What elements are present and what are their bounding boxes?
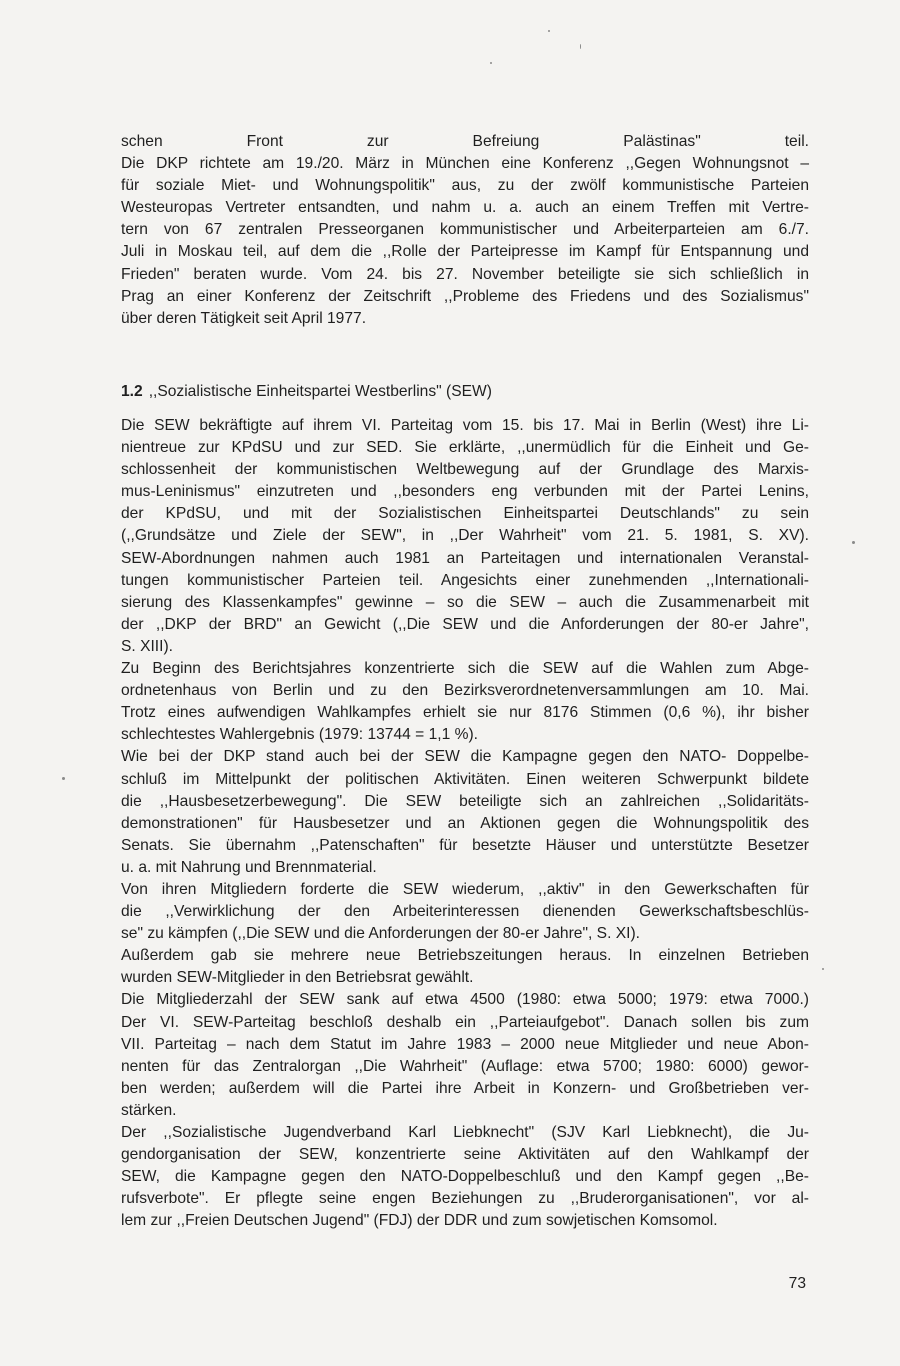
text-line: demonstrationen" für Hausbesetzer und an Aktionen gegen die Wohnungspolitik des <box>121 814 809 832</box>
text-line: u. a. mit Nahrung und Brennmaterial. <box>121 858 377 876</box>
text-line: die ,,Hausbesetzerbewegung". Die SEW beteiligte sich an zahlreichen ,,Solidaritäts- <box>121 792 809 810</box>
text-line: SEW, die Kampagne gegen den NATO-Doppelbeschluß und den Kampf gegen ,,Be- <box>121 1168 809 1186</box>
text-line: schlossenheit der kommunistischen Weltbewegung auf der Grundlage des Marxis- <box>121 461 809 479</box>
text-line: sierung des Klassenkampfes" gewinne – so die SEW – auch die Zusammenarbeit mit <box>121 593 809 611</box>
section-title: ,,Sozialistische Einheitspartei Westberlins" (SEW) <box>148 383 492 400</box>
text-line: Frieden" beraten wurde. Vom 24. bis 27. November beteiligte sie sich schließlich in <box>121 265 809 283</box>
text-line: Die Mitgliederzahl der SEW sank auf etwa 4500 (1980: etwa 5000; 1979: etwa 7000.) <box>121 991 809 1009</box>
text-line: se" zu kämpfen (,,Die SEW und die Anforderungen der 80-er Jahre", S. XI). <box>121 925 640 943</box>
text-line: Der VI. SEW-Parteitag beschloß deshalb ein ,,Parteiaufgebot". Danach sollen bis zum <box>121 1013 809 1031</box>
scan-speck <box>822 968 824 970</box>
scan-speck <box>548 30 550 32</box>
text-line: schluß im Mittelpunkt der politischen Aktivitäten. Einen weiteren Schwerpunkt bildete <box>121 770 809 788</box>
text-line: rufsverbote". Er pflegte seine engen Beziehungen zu ,,Bruderorganisationen", vor al- <box>121 1190 809 1208</box>
scan-speck <box>852 541 855 544</box>
text-line: SEW-Abordnungen nahmen auch 1981 an Parteitagen und internationalen Veranstal- <box>121 549 809 567</box>
text-line: VII. Parteitag – nach dem Statut im Jahre 1983 – 2000 neue Mitglieder und neue Abon- <box>121 1035 809 1053</box>
text-line: ordnetenhaus von Berlin und zu den Bezirksverordnetenversammlungen am 10. Mai. <box>121 682 809 700</box>
text-line: lem zur ,,Freien Deutschen Jugend" (FDJ) der DDR und zum sowjetischen Komsomol. <box>121 1212 718 1230</box>
text-line: Die DKP richtete am 19./20. März in München eine Konferenz ,,Gegen Wohnungsnot – <box>121 155 809 173</box>
text-line: über deren Tätigkeit seit April 1977. <box>121 309 367 327</box>
text-line: die ,,Verwirklichung der den Arbeiterinteressen dienenden Gewerkschaftsbeschlüs- <box>121 903 809 921</box>
text-line: Der ,,Sozialistische Jugendverband Karl Liebknecht" (SJV Karl Liebknecht), die Ju- <box>121 1124 809 1141</box>
scan-speck <box>62 777 65 780</box>
text-line: Westeuropas Vertreter entsandten, und nahm u. a. auch an einem Treffen mit Vertre- <box>121 199 809 217</box>
text-line: mus-Leninismus" einzutreten und ,,besonders eng verbunden mit der Partei Lenins, <box>121 483 809 501</box>
text-line: der KPdSU, und mit der Sozialistischen Einheitspartei Deutschlands" zu sein <box>121 505 809 523</box>
text-line: nientreue zur KPdSU und zur SED. Sie erklärte, ,,unermüdlich für die Einheit und Ge- <box>121 439 809 457</box>
text-line: tungen kommunistischer Parteien teil. Angesichts einer zunehmenden ,,Internationali- <box>121 571 809 589</box>
text-line: stärken. <box>121 1101 177 1119</box>
scan-speck <box>490 62 492 64</box>
text-line: der ,,DKP der BRD" an Gewicht (,,Die SEW und die Anforderungen der 80-er Jahre", <box>121 615 809 633</box>
text-line: Zu Beginn des Berichtsjahres konzentrierte sich die SEW auf die Wahlen zum Abge- <box>121 660 809 678</box>
text-line: S. XIII). <box>121 637 173 655</box>
text-line: nenten für das Zentralorgan ,,Die Wahrheit" (Auflage: etwa 5700; 1980: 6000) gewor- <box>121 1057 809 1075</box>
section-heading <box>121 381 492 403</box>
text-line: tern von 67 zentralen Presseorganen kommunistischer und Arbeiterparteien am 6./7. <box>121 221 809 239</box>
text-line: wurden SEW-Mitglieder in den Betriebsrat gewählt. <box>121 969 474 987</box>
text-line: schlechtestes Wahlergebnis (1979: 13744 = 1,1 %). <box>121 726 478 744</box>
text-line: Von ihren Mitgliedern forderte die SEW wiederum, ,,aktiv" in den Gewerkschaften für <box>121 880 809 898</box>
text-line: ben werden; außerdem will die Partei ihre Arbeit in Konzern- und Großbetrieben ver- <box>121 1079 809 1097</box>
text-line: Senats. Sie übernahm ,,Patenschaften" für besetzte Häuser und unterstützte Besetzer <box>121 836 809 854</box>
text-line: Juli in Moskau teil, auf dem die ,,Rolle der Parteipresse im Kampf für Entspannung und <box>121 243 809 261</box>
text-line: Prag an einer Konferenz der Zeitschrift ,,Probleme des Friedens und des Sozialismus" <box>121 287 809 305</box>
text-line: (,,Grundsätze und Ziele der SEW", in ,,Der Wahrheit" vom 21. 5. 1981, S. XV). <box>121 527 809 545</box>
scan-speck <box>580 44 581 49</box>
section-body <box>121 415 809 1232</box>
page-number: 73 <box>788 1275 806 1292</box>
text-line: für soziale Miet- und Wohnungspolitik" aus, zu der zwölf kommunistische Parteien <box>121 177 809 195</box>
section-number: 1.2 <box>121 383 143 400</box>
text-line: schen Front zur Befreiung Palästinas" teil. <box>121 133 809 150</box>
text-line: Wie bei der DKP stand auch bei der SEW die Kampagne gegen den NATO- Doppelbe- <box>121 748 809 766</box>
text-line: gendorganisation der SEW, konzentrierte seine Aktivitäten auf den Wahlkampf der <box>121 1146 809 1164</box>
text-line: Trotz eines aufwendigen Wahlkampfes erhielt sie nur 8176 Stimmen (0,6 %), ihr bisher <box>121 704 809 722</box>
text-line: Außerdem gab sie mehrere neue Betriebszeitungen heraus. In einzelnen Betrieben <box>121 947 809 965</box>
intro-paragraph <box>121 131 809 330</box>
text-line: Die SEW bekräftigte auf ihrem VI. Parteitag vom 15. bis 17. Mai in Berlin (West) ihre Li- <box>121 417 809 434</box>
